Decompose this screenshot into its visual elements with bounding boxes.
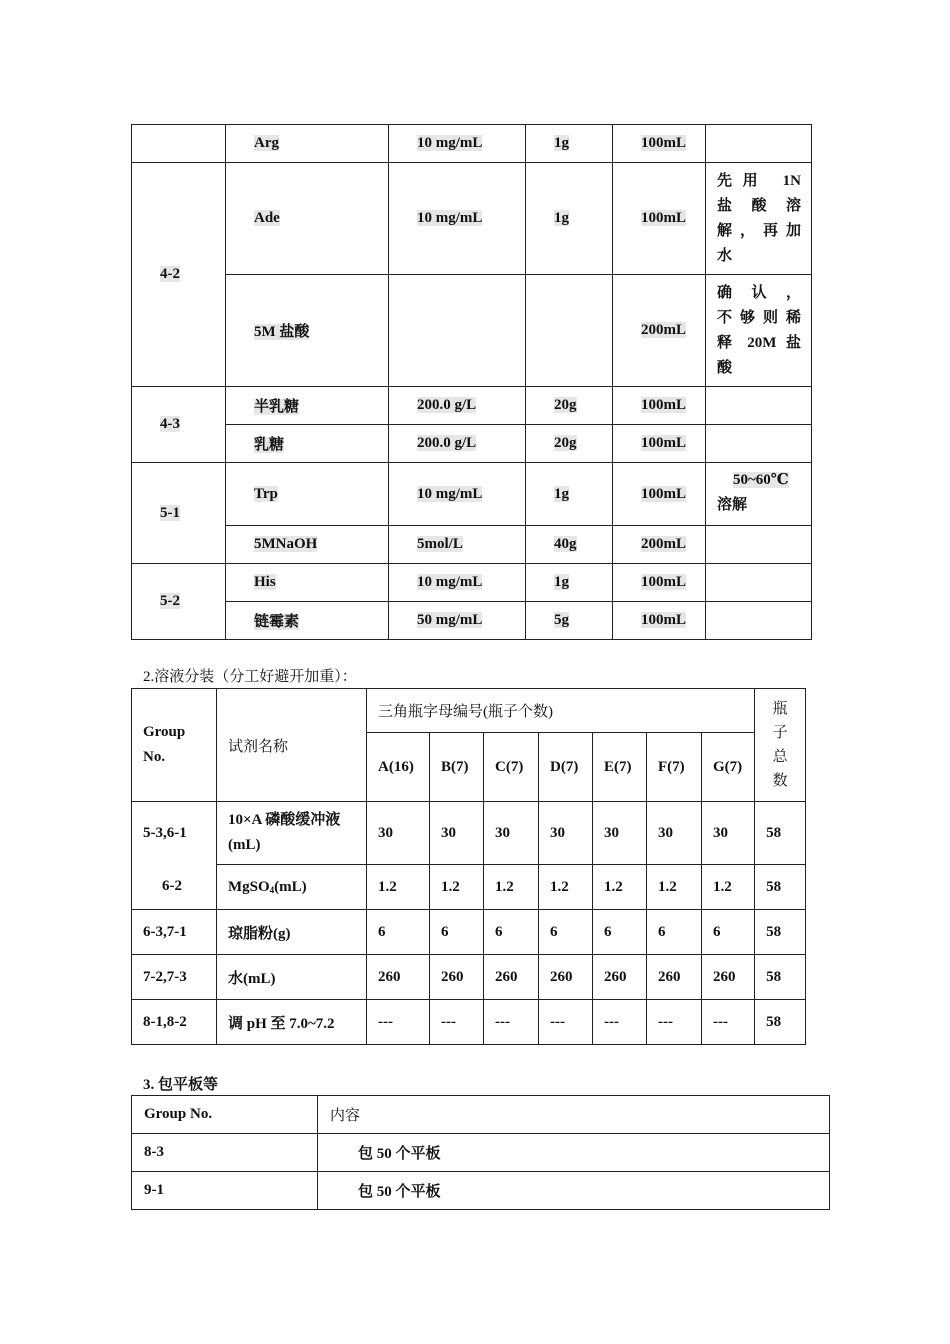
total-cell: 58 bbox=[755, 1000, 806, 1045]
value-cell: 260 bbox=[593, 955, 647, 1000]
reagent-cell: 链霉素 bbox=[226, 602, 389, 640]
section-3-title: 3. 包平板等 bbox=[143, 1077, 219, 1093]
note-cell: 确 认 ， 不够则稀 释 20M 盐 酸 bbox=[706, 275, 812, 387]
value-cell: 260 bbox=[484, 955, 539, 1000]
note-cell bbox=[706, 387, 812, 425]
value-cell: 1.2 bbox=[593, 865, 647, 910]
value-cell: 260 bbox=[367, 955, 430, 1000]
value-cell: 30 bbox=[484, 802, 539, 865]
reagent-prep-table bbox=[131, 124, 812, 640]
value-cell: 1.2 bbox=[539, 865, 593, 910]
table-row bbox=[132, 1000, 806, 1045]
concentration-cell: 50 mg/mL bbox=[389, 602, 526, 640]
note-cell bbox=[706, 564, 812, 602]
group-cell: 5-3,6-1 bbox=[132, 802, 217, 865]
table-row bbox=[132, 910, 806, 955]
value-cell: --- bbox=[430, 1000, 484, 1045]
note-cell: 50~60℃ 溶解 bbox=[706, 463, 812, 526]
flask-f-header: F(7) bbox=[647, 733, 702, 802]
content-cell: 包 50 个平板 bbox=[318, 1172, 830, 1210]
note-cell bbox=[706, 526, 812, 564]
volume-cell: 100mL bbox=[613, 602, 706, 640]
value-cell: 6 bbox=[367, 910, 430, 955]
concentration-cell bbox=[389, 275, 526, 387]
value-cell: 1.2 bbox=[647, 865, 702, 910]
value-cell: 6 bbox=[430, 910, 484, 955]
table-row bbox=[132, 425, 812, 463]
flask-a-header: A(16) bbox=[367, 733, 430, 802]
note-cell: 先用 1N 盐 酸 溶 解，再加 水 bbox=[706, 163, 812, 275]
table-row bbox=[132, 526, 812, 564]
concentration-cell: 200.0 g/L bbox=[389, 387, 526, 425]
group-cell: 6-3,7-1 bbox=[132, 910, 217, 955]
concentration-cell: 10 mg/mL bbox=[389, 125, 526, 163]
reagent-cell: 5MNaOH bbox=[226, 526, 389, 564]
table-row bbox=[132, 955, 806, 1000]
value-cell: --- bbox=[484, 1000, 539, 1045]
content-header: 内容 bbox=[318, 1096, 830, 1134]
reagent-cell: Trp bbox=[226, 463, 389, 526]
total-cell: 58 bbox=[755, 802, 806, 865]
value-cell: 30 bbox=[367, 802, 430, 865]
concentration-cell: 10 mg/mL bbox=[389, 564, 526, 602]
concentration-cell: 10 mg/mL bbox=[389, 463, 526, 526]
mass-cell: 20g bbox=[526, 387, 613, 425]
volume-cell: 200mL bbox=[613, 526, 706, 564]
plate-wrapping-table bbox=[131, 1095, 830, 1210]
table-row bbox=[132, 802, 806, 865]
reagent-cell: MgSO$_4$(mL) bbox=[217, 865, 367, 910]
total-cell: 58 bbox=[755, 910, 806, 955]
volume-cell: 100mL bbox=[613, 163, 706, 275]
concentration-cell: 200.0 g/L bbox=[389, 425, 526, 463]
mass-cell bbox=[526, 275, 613, 387]
group-cell: 8-3 bbox=[132, 1134, 318, 1172]
value-cell: 6 bbox=[647, 910, 702, 955]
group-no-header: Group No. bbox=[132, 689, 217, 802]
mass-cell: 1g bbox=[526, 463, 613, 526]
table-row bbox=[132, 387, 812, 425]
table-row bbox=[132, 125, 812, 163]
mass-cell: 1g bbox=[526, 564, 613, 602]
group-cell: 4-2 bbox=[132, 163, 226, 387]
mass-cell: 1g bbox=[526, 125, 613, 163]
table-row bbox=[132, 163, 812, 275]
value-cell: 1.2 bbox=[484, 865, 539, 910]
table-header-row bbox=[132, 1096, 830, 1134]
value-cell: --- bbox=[593, 1000, 647, 1045]
note-cell bbox=[706, 425, 812, 463]
volume-cell: 100mL bbox=[613, 564, 706, 602]
bottle-total-header: 瓶 子 总 数 bbox=[755, 689, 806, 802]
value-cell: 6 bbox=[593, 910, 647, 955]
reagent-cell: 调 pH 至 7.0~7.2 bbox=[217, 1000, 367, 1045]
note-cell bbox=[706, 602, 812, 640]
section-2-title: 2.溶液分装（分工好避开加重）： bbox=[143, 669, 357, 685]
value-cell: 260 bbox=[539, 955, 593, 1000]
value-cell: 260 bbox=[647, 955, 702, 1000]
value-cell: 30 bbox=[430, 802, 484, 865]
value-cell: 1.2 bbox=[430, 865, 484, 910]
value-cell: 1.2 bbox=[702, 865, 755, 910]
value-cell: --- bbox=[647, 1000, 702, 1045]
group-cell: 5-1 bbox=[132, 463, 226, 564]
value-cell: 1.2 bbox=[367, 865, 430, 910]
flask-e-header: E(7) bbox=[593, 733, 647, 802]
value-cell: 6 bbox=[539, 910, 593, 955]
reagent-cell: 10×A 磷酸缓冲液 (mL) bbox=[217, 802, 367, 865]
reagent-cell: 水(mL) bbox=[217, 955, 367, 1000]
table-row bbox=[132, 602, 812, 640]
group-cell: 5-2 bbox=[132, 564, 226, 640]
reagent-cell: Ade bbox=[226, 163, 389, 275]
group-cell: 9-1 bbox=[132, 1172, 318, 1210]
value-cell: --- bbox=[539, 1000, 593, 1045]
volume-cell: 100mL bbox=[613, 387, 706, 425]
group-no-header: Group No. bbox=[132, 1096, 318, 1134]
value-cell: 30 bbox=[647, 802, 702, 865]
reagent-cell: Arg bbox=[226, 125, 389, 163]
value-cell: 6 bbox=[702, 910, 755, 955]
flask-d-header: D(7) bbox=[539, 733, 593, 802]
volume-cell: 100mL bbox=[613, 125, 706, 163]
table-row bbox=[132, 564, 812, 602]
group-cell: 6-2 bbox=[132, 865, 217, 910]
total-cell: 58 bbox=[755, 865, 806, 910]
group-cell: 8-1,8-2 bbox=[132, 1000, 217, 1045]
reagent-cell: 乳糖 bbox=[226, 425, 389, 463]
concentration-cell: 10 mg/mL bbox=[389, 163, 526, 275]
value-cell: 6 bbox=[484, 910, 539, 955]
volume-cell: 100mL bbox=[613, 463, 706, 526]
reagent-cell: 5M 盐酸 bbox=[226, 275, 389, 387]
reagent-cell: His bbox=[226, 564, 389, 602]
reagent-name-header: 试剂名称 bbox=[217, 689, 367, 802]
reagent-cell: 半乳糖 bbox=[226, 387, 389, 425]
mass-cell: 1g bbox=[526, 163, 613, 275]
value-cell: --- bbox=[367, 1000, 430, 1045]
group-cell: 7-2,7-3 bbox=[132, 955, 217, 1000]
table-row bbox=[132, 463, 812, 526]
table-row bbox=[132, 865, 806, 910]
value-cell: 30 bbox=[593, 802, 647, 865]
solution-dispensing-table bbox=[131, 688, 806, 1045]
value-cell: 260 bbox=[430, 955, 484, 1000]
flask-letter-header: 三角瓶字母编号(瓶子个数) bbox=[367, 689, 755, 733]
concentration-cell: 5mol/L bbox=[389, 526, 526, 564]
table-header-row bbox=[132, 689, 806, 733]
mass-cell: 40g bbox=[526, 526, 613, 564]
flask-b-header: B(7) bbox=[430, 733, 484, 802]
flask-c-header: C(7) bbox=[484, 733, 539, 802]
table-row bbox=[132, 1134, 830, 1172]
group-cell bbox=[132, 125, 226, 163]
value-cell: 260 bbox=[702, 955, 755, 1000]
table-row bbox=[132, 1172, 830, 1210]
content-cell: 包 50 个平板 bbox=[318, 1134, 830, 1172]
value-cell: --- bbox=[702, 1000, 755, 1045]
table-row bbox=[132, 275, 812, 387]
reagent-cell: 琼脂粉(g) bbox=[217, 910, 367, 955]
value-cell: 30 bbox=[702, 802, 755, 865]
value-cell: 30 bbox=[539, 802, 593, 865]
mass-cell: 5g bbox=[526, 602, 613, 640]
total-cell: 58 bbox=[755, 955, 806, 1000]
volume-cell: 200mL bbox=[613, 275, 706, 387]
volume-cell: 100mL bbox=[613, 425, 706, 463]
group-cell: 4-3 bbox=[132, 387, 226, 463]
mass-cell: 20g bbox=[526, 425, 613, 463]
note-cell bbox=[706, 125, 812, 163]
flask-g-header: G(7) bbox=[702, 733, 755, 802]
